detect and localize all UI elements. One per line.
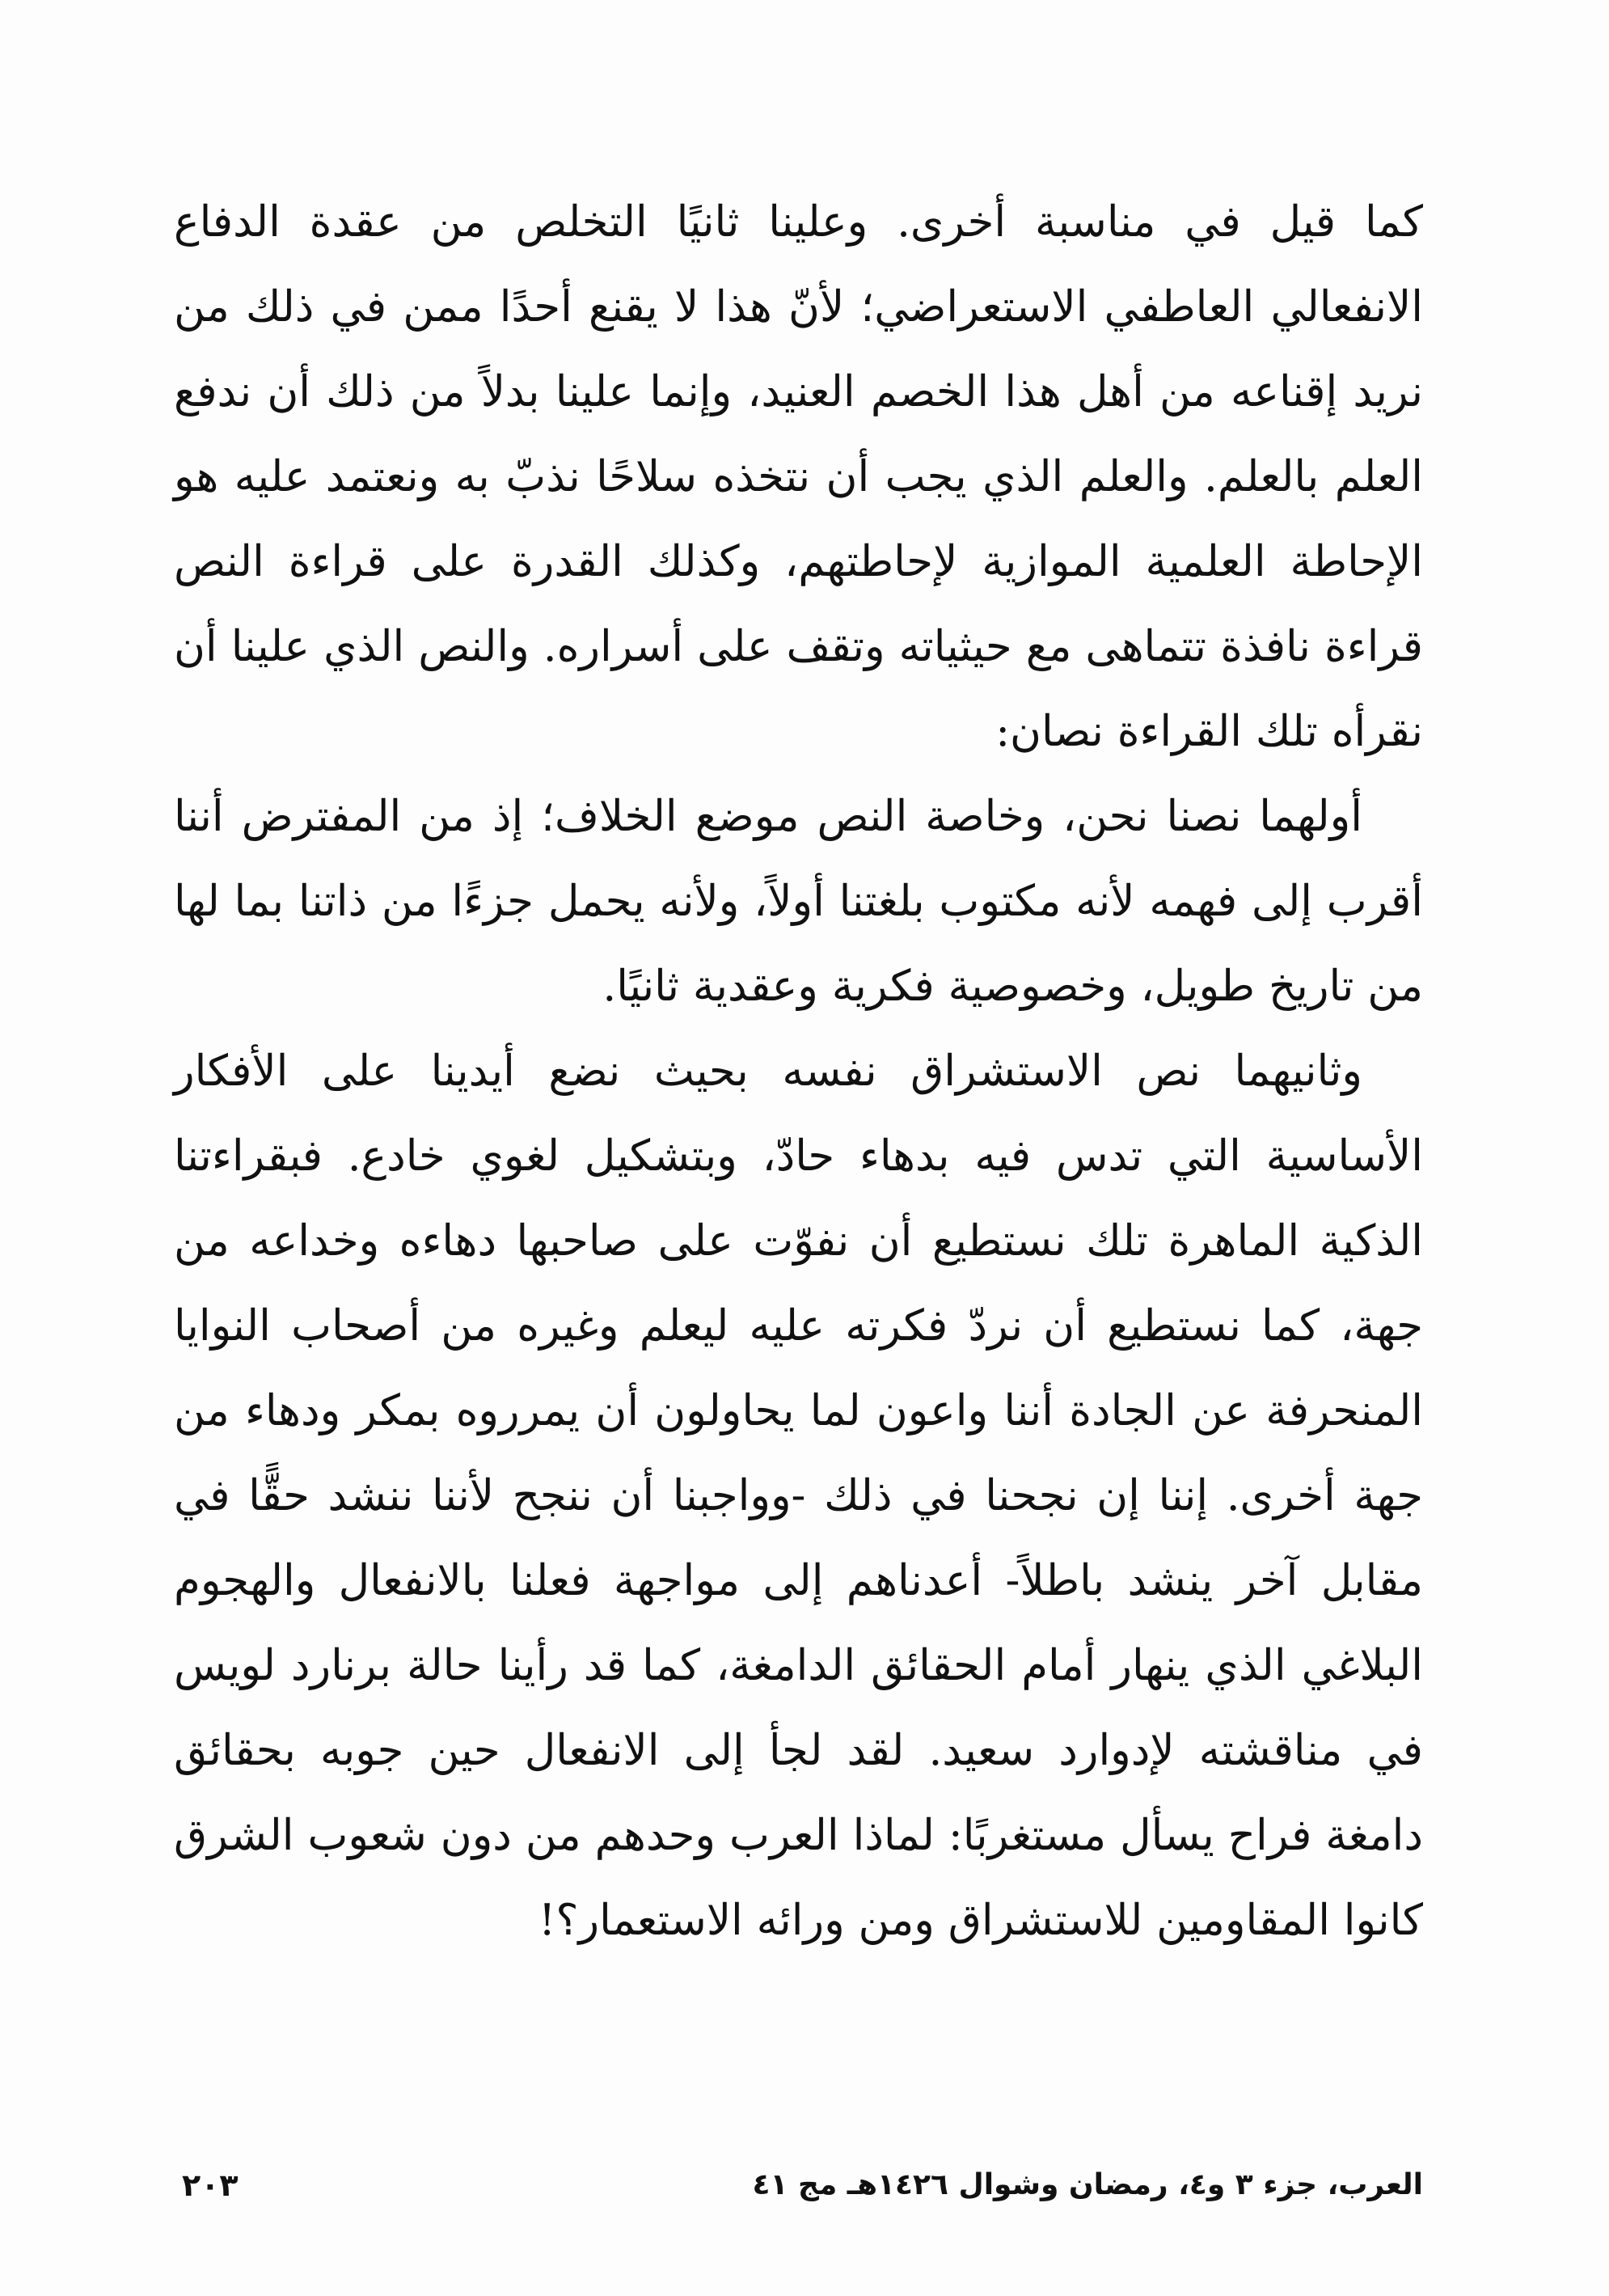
paragraph-2: أولهما نصنا نحن، وخاصة النص موضع الخلاف؛ إذ من المفترض أننا أقرب إلى فهمه لأنه مكتوب بلغتنا أولاً، ولأنه يحمل جزءًا من ذاتنا بما لها من تاريخ طويل، وخصوصية فكرية وعقدية ثانيًا.	[174, 792, 1423, 1011]
page-footer	[174, 2161, 1423, 2209]
paragraph-3: وثانيهما نص الاستشراق نفسه بحيث نضع أيدينا على الأفكار الأساسية التي تدس فيه بدهاء حادّ، وبتشكيل لغوي خادع. فبقراءتنا الذكية الماهرة تلك نستطيع أن نفوّت على صاحبها دهاءه وخداعه من جهة، كما نستطيع أن نردّ فكرته عليه ليعلم وغيره من أصحاب النوايا المنحرفة عن الجادة أننا واعون لما يحاولون أن يمرروه بمكر ودهاء من جهة أخرى. إننا إن نجحنا في ذلك -وواجبنا أن ننجح لأننا ننشد حقًّا في مقابل آخر ينشد باطلاً- أعدناهم إلى مواجهة فعلنا بالانفعال والهجوم البلاغي الذي ينهار أمام الحقائق الدامغة، كما قد رأينا حالة برنارد لويس في مناقشته لإدوارد سعيد. لقد لجأ إلى الانفعال حين جوبه بحقائق دامغة فراح يسأل مستغربًا: لماذا العرب وحدهم من دون شعوب الشرق كانوا المقاومين للاستشراق ومن ورائه الاستعمار؟!	[174, 1047, 1424, 1945]
page-number: ٢٠٣	[182, 2167, 239, 2203]
journal-citation: العرب، جزء ٣ و٤، رمضان وشوال ١٤٢٦هـ مج ٤١	[752, 2168, 1423, 2201]
paragraph-1: كما قيل في مناسبة أخرى. وعلينا ثانيًا التخلص من عقدة الدفاع الانفعالي العاطفي الاستعراضي؛ لأنّ هذا لا يقنع أحدًا ممن في ذلك من نريد إقناعه من أهل هذا الخصم العنيد، وإنما علينا بدلاً من ذلك أن ندفع العلم بالعلم. والعلم الذي يجب أن نتخذه سلاحًا نذبّ به ونعتمد عليه هو الإحاطة العلمية الموازية لإحاطتهم، وكذلك القدرة على قراءة النص قراءة نافذة تتماهى مع حيثياته وتقف على أسراره. والنص الذي علينا أن نقرأه تلك القراءة نصان:	[174, 197, 1423, 756]
body-text	[174, 180, 1423, 1963]
